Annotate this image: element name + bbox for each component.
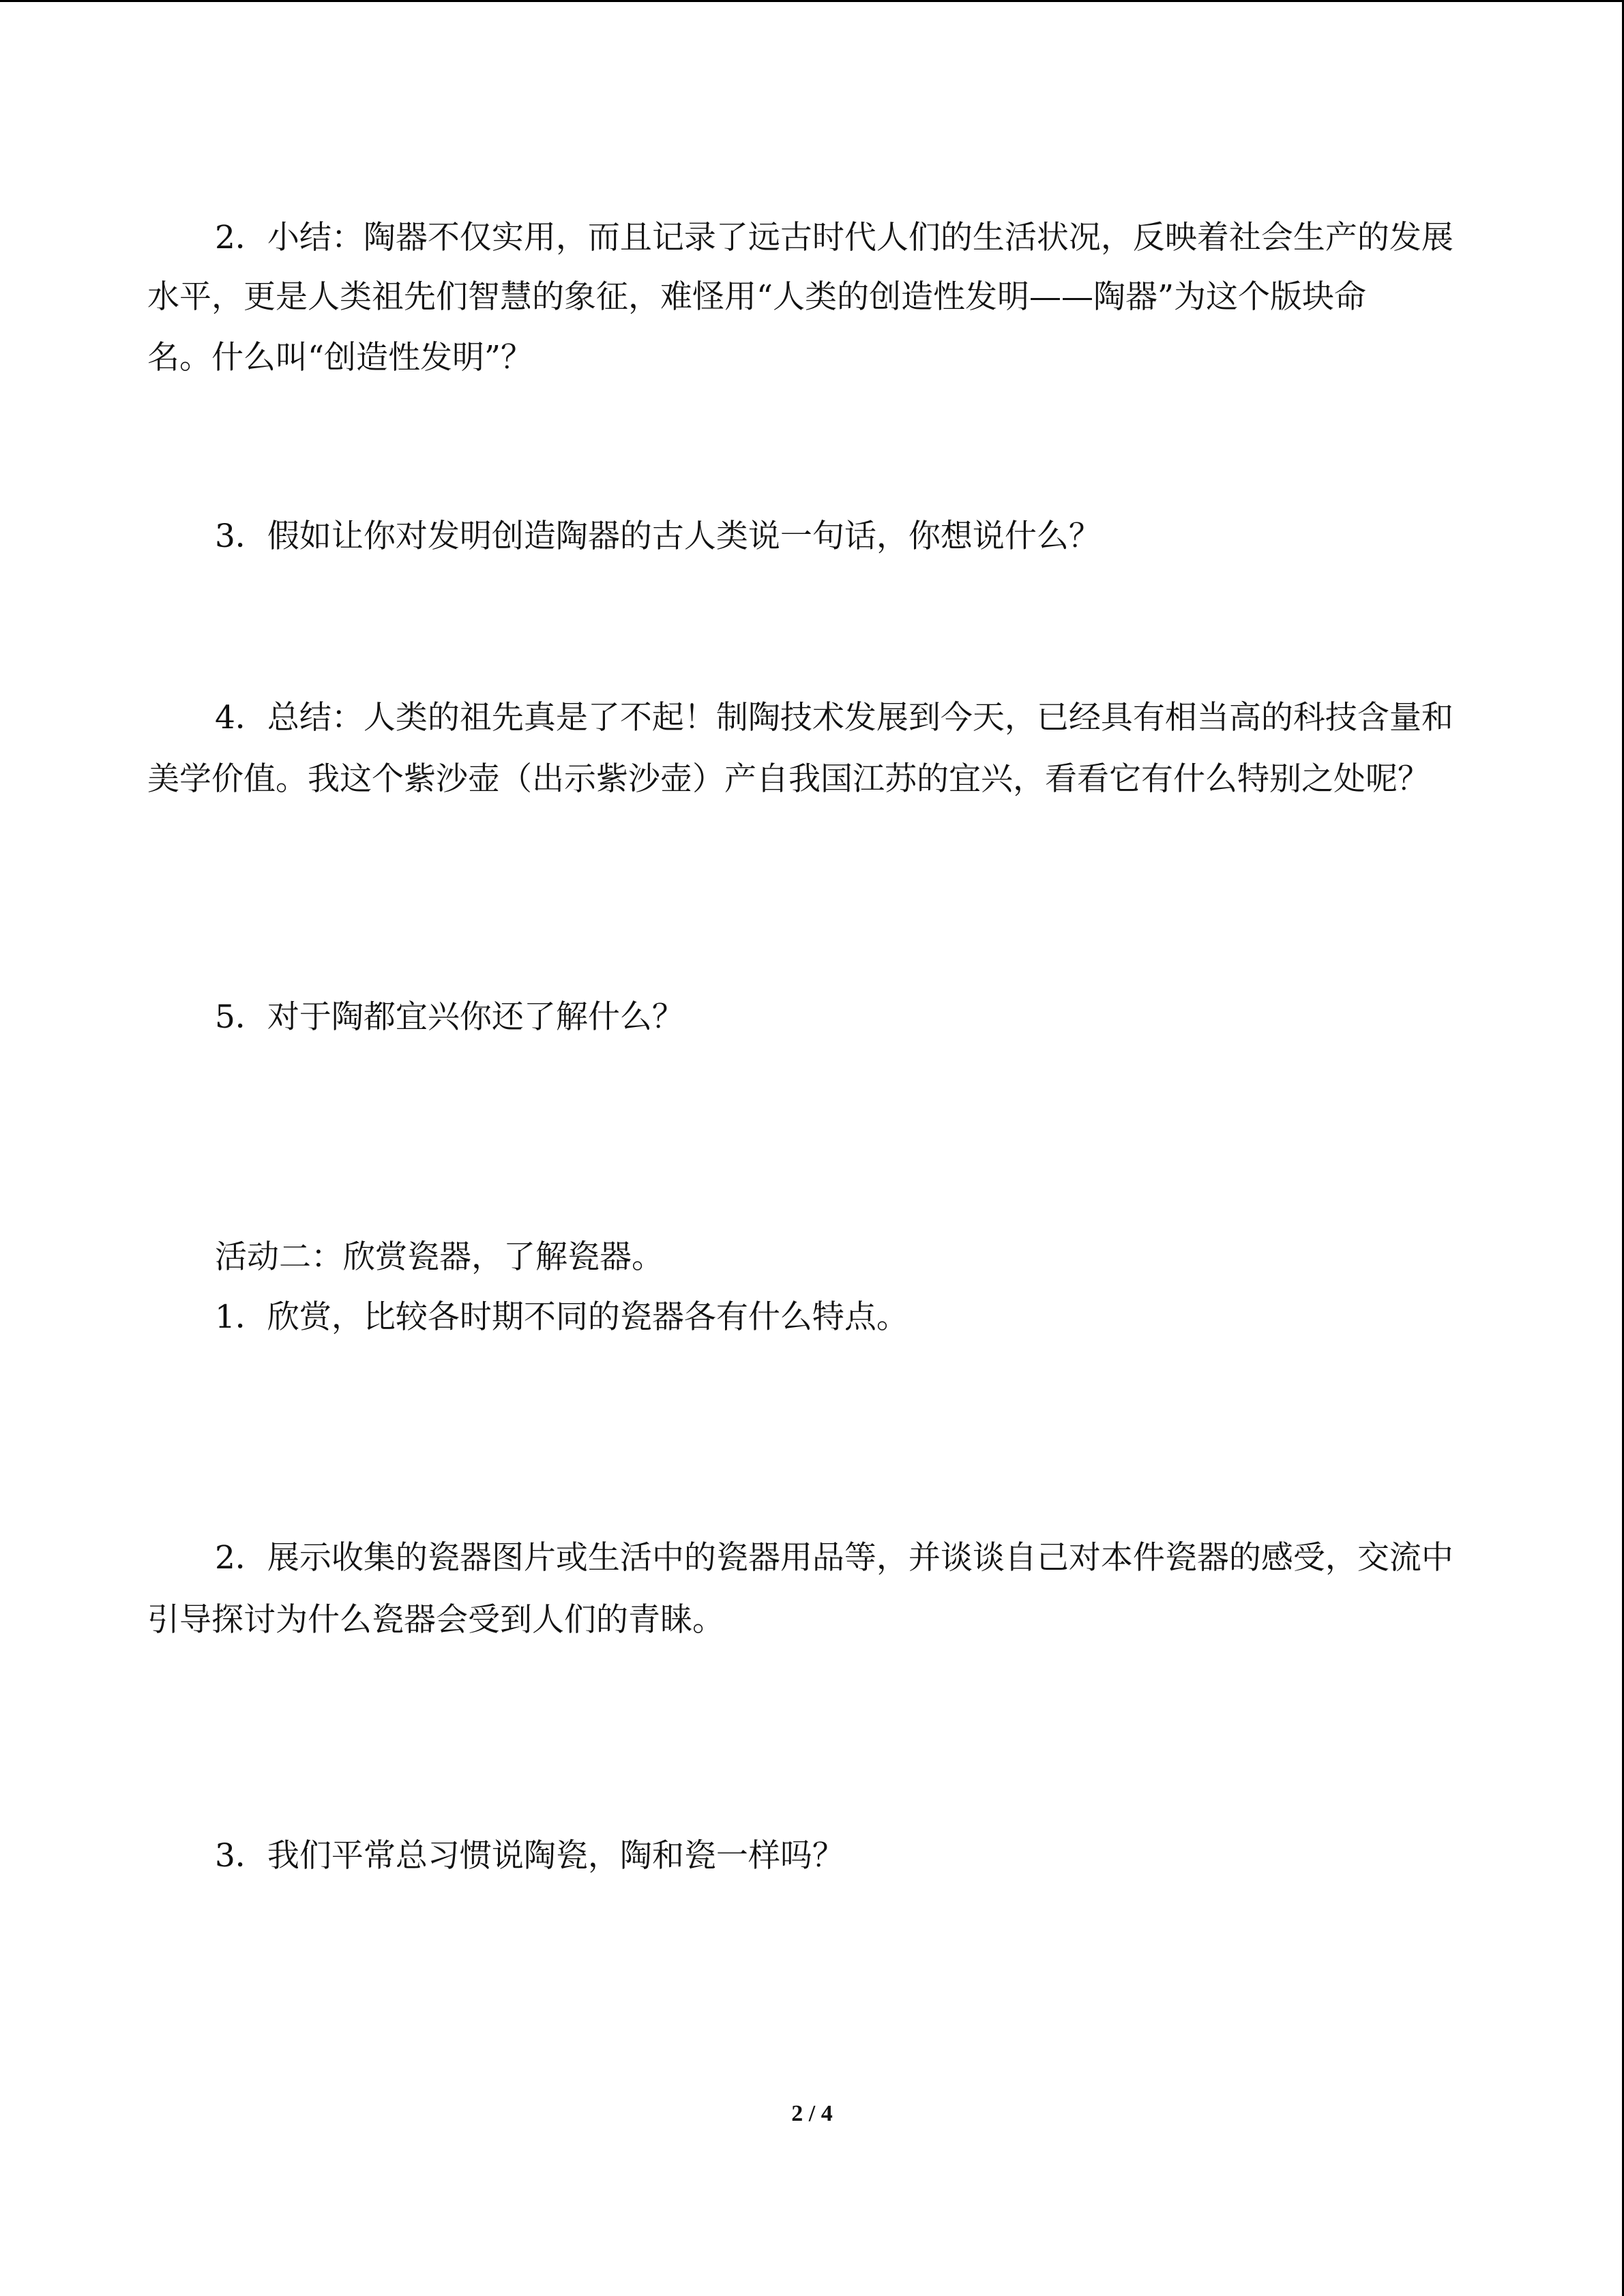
- paragraph-2-line-1: 2．小结：陶器不仅实用，而且记录了远古时代人们的生活状况，反映着社会生产的发展: [215, 219, 1453, 256]
- activity-2-item-2-line-2: 引导探讨为什么瓷器会受到人们的青睐。: [147, 1601, 724, 1639]
- activity-2-item-2-line-1: 2．展示收集的瓷器图片或生活中的瓷器用品等，并谈谈自己对本件瓷器的感受，交流中: [215, 1539, 1453, 1577]
- page-number: 2 / 4: [791, 2101, 833, 2126]
- activity-2-item-3: 3．我们平常总习惯说陶瓷，陶和瓷一样吗？: [215, 1837, 844, 1875]
- paragraph-4-line-1: 4．总结：人类的祖先真是了不起！制陶技术发展到今天，已经具有相当高的科技含量和: [215, 699, 1453, 736]
- paragraph-2-line-3: 名。什么叫“创造性发明”？: [147, 339, 533, 376]
- activity-2-heading: 活动二：欣赏瓷器，了解瓷器。: [215, 1238, 664, 1276]
- activity-2-item-1: 1．欣赏，比较各时期不同的瓷器各有什么特点。: [215, 1298, 909, 1336]
- paragraph-5: 5．对于陶都宜兴你还了解什么？: [215, 998, 684, 1036]
- paragraph-2-line-2: 水平，更是人类祖先们智慧的象征，难怪用“人类的创造性发明——陶器”为这个版块命: [147, 278, 1367, 316]
- paragraph-4-line-2: 美学价值。我这个紫沙壶（出示紫沙壶）产自我国江苏的宜兴，看看它有什么特别之处呢？: [147, 760, 1430, 798]
- paragraph-3: 3．假如让你对发明创造陶器的古人类说一句话，你想说什么？: [215, 518, 1101, 555]
